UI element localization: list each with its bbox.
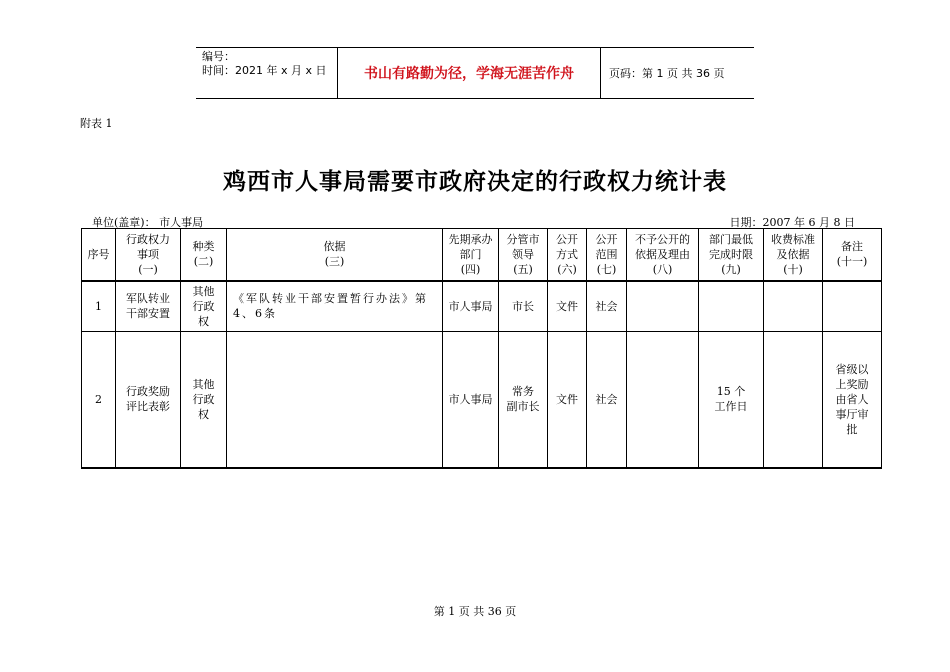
cell-method: 文件: [548, 281, 587, 332]
header-cell-basis: 依据 (三): [227, 229, 443, 281]
cell-basis: 《军队转业干部安置暂行办法》第4、6条: [227, 281, 443, 332]
cell-nondisclosure: [627, 332, 699, 468]
header-cell-type: 种类 (二): [181, 229, 227, 281]
cell-remarks: [823, 281, 882, 332]
attachment-label: 附表 1: [80, 117, 113, 130]
cell-nondisclosure: [627, 281, 699, 332]
page-label: 页码：第 1 页 共 36 页: [609, 67, 725, 80]
cell-scope: 社会: [587, 281, 627, 332]
header-cell-time-limit: 部门最低 完成时限 (九): [699, 229, 764, 281]
header-cell-index: 序号: [82, 229, 116, 281]
cell-index: 1: [82, 281, 116, 332]
header-meta: [196, 48, 338, 98]
cell-item: 行政奖励 评比表彰: [116, 332, 181, 468]
cell-method: 文件: [548, 332, 587, 468]
slogan: 书山有路勤为径，学海无涯苦作舟: [338, 48, 601, 98]
cell-fee: [764, 281, 823, 332]
cell-index: 2: [82, 332, 116, 468]
cell-time-limit: 15 个 工作日: [699, 332, 764, 468]
table-row: [82, 281, 882, 332]
page-title: 鸡西市人事局需要市政府决定的行政权力统计表: [223, 168, 727, 195]
header-cell-item: 行政权力 事项 (一): [116, 229, 181, 281]
statistics-table: [81, 228, 882, 469]
table-row: [82, 332, 882, 468]
cell-leader: 市长: [499, 281, 548, 332]
table-header-row: [82, 229, 882, 281]
number-label: 编号：: [202, 50, 235, 63]
document-header: [196, 47, 754, 99]
header-cell-fee: 收费标准 及依据 (十): [764, 229, 823, 281]
unit-label: 单位(盖章)： 市人事局: [92, 216, 204, 229]
date-label: 日期：2007 年 6 月 8 日: [729, 216, 855, 229]
header-cell-scope: 公开 范围 (七): [587, 229, 627, 281]
header-cell-nondisclosure: 不予公开的 依据及理由 (八): [627, 229, 699, 281]
header-cell-remarks: 备注 (十一): [823, 229, 882, 281]
time-label: 时间：2021 年 x 月 x 日: [202, 64, 327, 77]
cell-time-limit: [699, 281, 764, 332]
cell-fee: [764, 332, 823, 468]
cell-remarks: 省级以 上奖励 由省人 事厅审 批: [823, 332, 882, 468]
page-footer: 第 1 页 共 36 页: [433, 605, 517, 618]
cell-leader: 常务 副市长: [499, 332, 548, 468]
cell-dept: 市人事局: [443, 332, 499, 468]
header-cell-dept: 先期承办 部门 (四): [443, 229, 499, 281]
header-cell-leader: 分管市 领导 (五): [499, 229, 548, 281]
cell-dept: 市人事局: [443, 281, 499, 332]
cell-type: 其他 行政 权: [181, 281, 227, 332]
cell-scope: 社会: [587, 332, 627, 468]
cell-type: 其他 行政 权: [181, 332, 227, 468]
header-cell-method: 公开 方式 (六): [548, 229, 587, 281]
cell-item: 军队转业 干部安置: [116, 281, 181, 332]
cell-basis: [227, 332, 443, 468]
